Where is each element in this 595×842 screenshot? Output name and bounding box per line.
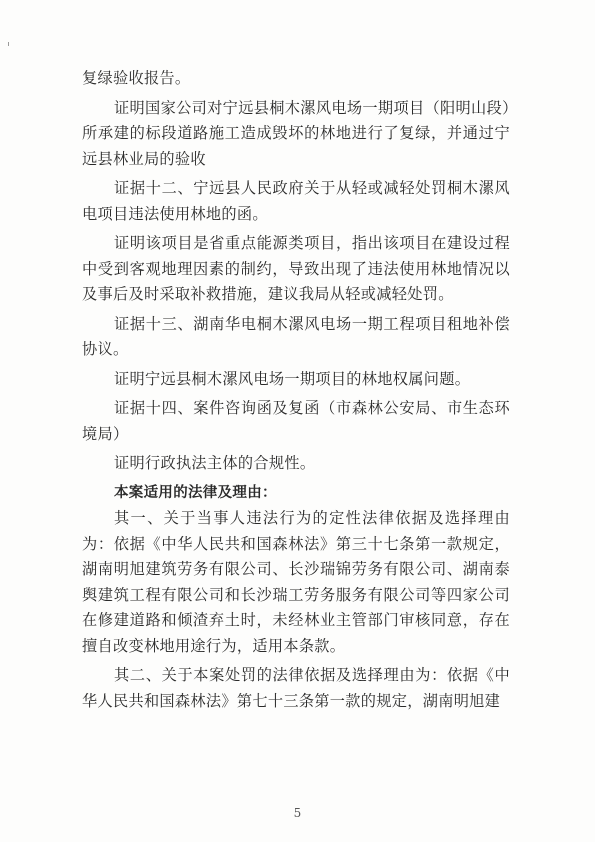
scan-artifact (8, 42, 9, 46)
paragraph-proof-12: 证明该项目是省重点能源类项目，指出该项目在建设过程中受到客观地理因素的制约，导致出现了违法使用林地情况以及事后及时采取补救措施，建议我局从轻或减轻处罚。 (82, 234, 510, 303)
paragraph-reason-1: 其一、关于当事人违法行为的定性法律依据及选择理由为：依据《中华人民共和国森林法》第三十七条第一款规定，湖南明旭建筑劳务有限公司、长沙瑞锦劳务有限公司、湖南泰舆建筑工程有限公司和长沙瑞工劳务服务有限公司等四家公司在修建道路和倾渣弃土时，未经林业主管部门审核同意，存在擅自改变林地用途行为，适用本条款。 (82, 509, 510, 655)
paragraph-evidence-13: 证据十三、湖南华电桐木漯风电场一期工程项目租地补偿协议。 (82, 314, 510, 358)
paragraph-evidence-12: 证据十二、宁远县人民政府关于从轻或减轻处罚桐木漯风电项目违法使用林地的函。 (82, 179, 510, 223)
paragraph-proof-11: 证明国家公司对宁远县桐木漯风电场一期项目（阳明山段）所承建的标段道路施工造成毁坏的林地进行了复绿，并通过宁远县林业局的验收 (82, 98, 510, 168)
paragraph-continuation: 复绿验收报告。 (82, 69, 191, 87)
page-number: 5 (293, 806, 302, 820)
document-body (82, 66, 510, 714)
paragraph-proof-14: 证明行政执法主体的合规性。 (114, 454, 316, 472)
section-heading: 本案适用的法律及理由： (114, 484, 277, 501)
paragraph-evidence-14: 证据十四、案件咨询函及复函（市森林公安局、市生态环境局） (82, 399, 510, 443)
paragraph-reason-2: 其二、关于本案处罚的法律依据及选择理由为：依据《中华人民共和国森林法》第七十三条第一款的规定，湖南明旭建 (82, 666, 510, 710)
paragraph-proof-13: 证明宁远县桐木漯风电场一期项目的林地权属问题。 (114, 369, 471, 388)
